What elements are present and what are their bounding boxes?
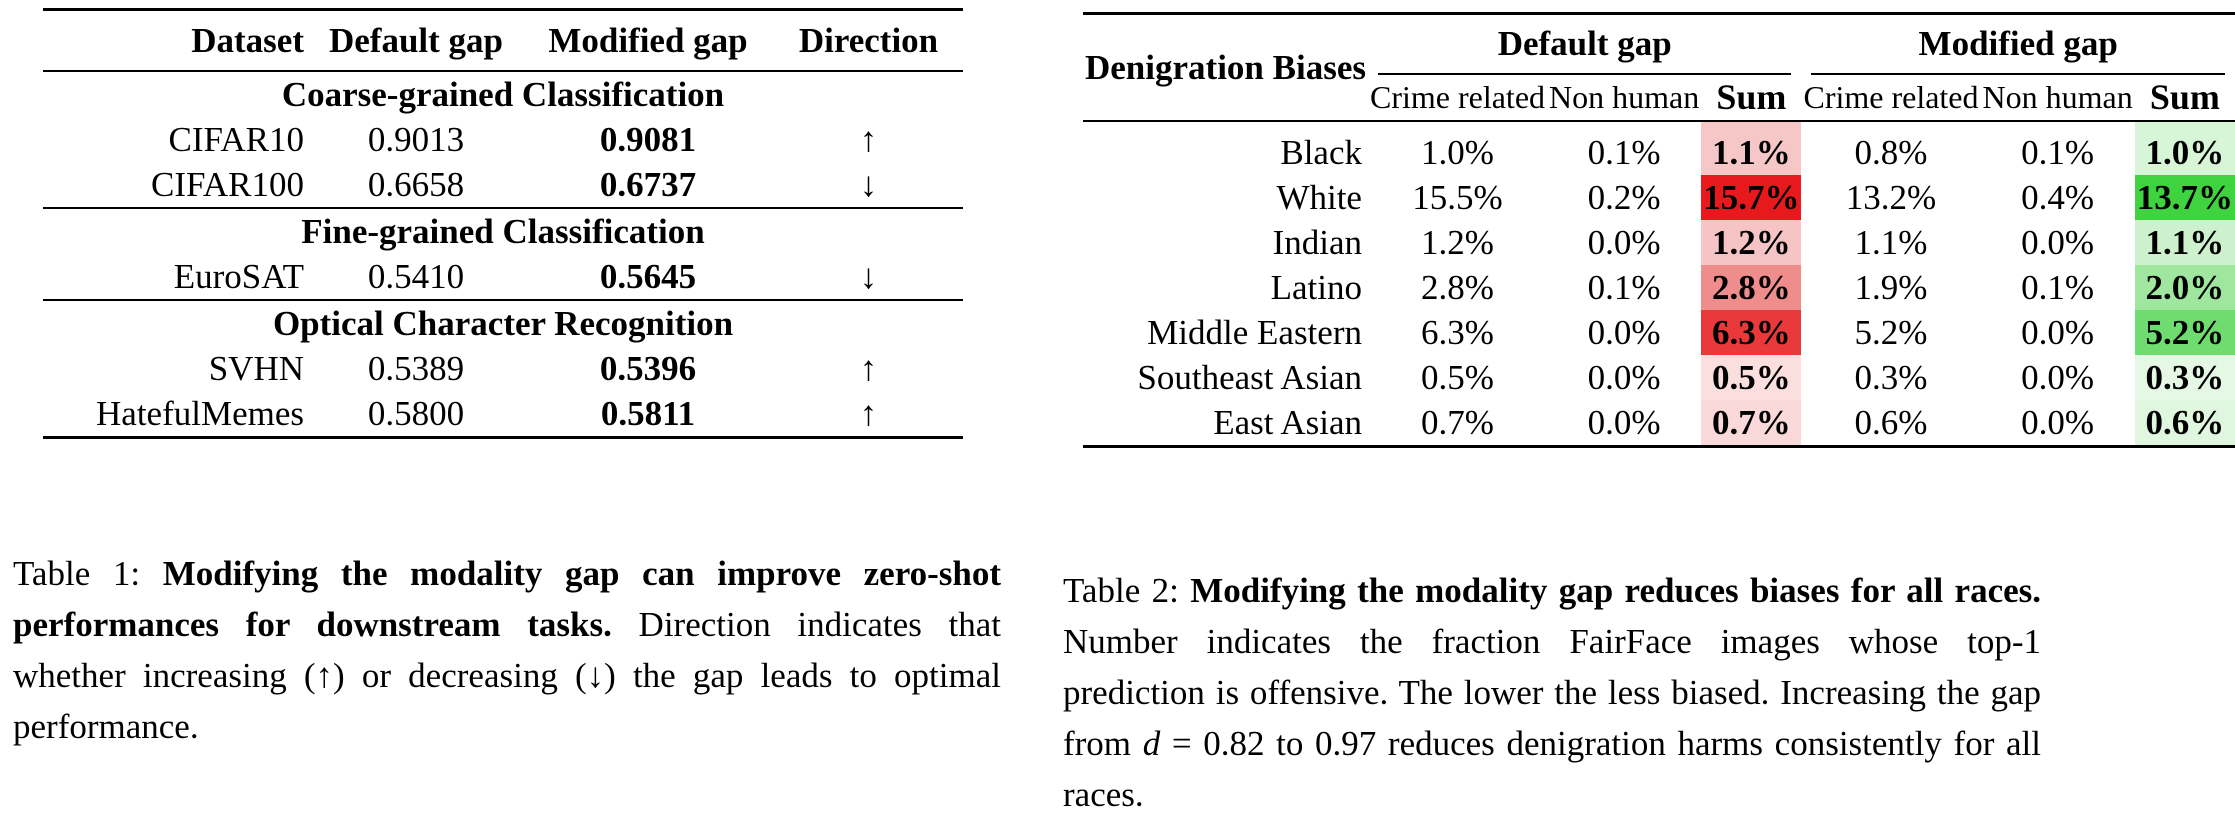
- cell-modified-sum: 13.7%: [2135, 175, 2235, 220]
- cell-default-crime: 1.0%: [1421, 133, 1494, 172]
- cell-default-gap: 0.6658: [367, 165, 465, 204]
- table-row: [1083, 355, 2235, 400]
- cell-modified-crime: 1.1%: [1854, 223, 1928, 262]
- table-row: [43, 391, 963, 438]
- cell-modified-non-human: 0.4%: [2021, 178, 2095, 217]
- cell-modified-sum: 5.2%: [2135, 310, 2235, 355]
- cell-dataset: SVHN: [208, 349, 304, 388]
- cell-direction: ↓: [859, 257, 878, 296]
- cell-race: White: [1276, 178, 1362, 217]
- table-row: [43, 162, 963, 208]
- cell-modified-non-human: 0.1%: [2021, 133, 2095, 172]
- caption-text: Direction indicates that whether increasing (↑) or decreasing (↓) the gap leads to optimal performance.: [13, 605, 1001, 746]
- cell-default-crime: 1.2%: [1421, 223, 1494, 262]
- table-row: [1083, 265, 2235, 310]
- cell-default-sum: 6.3%: [1701, 310, 1801, 355]
- cell-default-sum: 1.1%: [1701, 121, 1801, 175]
- cell-default-crime: 0.7%: [1421, 403, 1494, 442]
- subheader-sum: Sum: [2149, 77, 2220, 117]
- cell-race: Southeast Asian: [1137, 358, 1362, 397]
- cell-default-sum: 0.5%: [1701, 355, 1801, 400]
- caption-text: Number indicates the fraction FairFace images whose top-1 prediction is offensive. The lower the less biased. Increasing the gap from: [1063, 622, 2041, 763]
- cell-default-sum: 2.8%: [1701, 265, 1801, 310]
- col-header-default-gap: Default gap: [328, 21, 504, 60]
- cell-default-gap: 0.9013: [367, 120, 465, 159]
- caption-bold-text: Modifying the modality gap can improve zero-shot performances for downstream tasks.: [13, 554, 1001, 644]
- caption-text-end: = 0.82 to 0.97 reduces denigration harms consistently for all races.: [1063, 724, 2041, 814]
- cell-modified-crime: 13.2%: [1845, 178, 1937, 217]
- caption-bold-text: Modifying the modality gap reduces biases for all races.: [1190, 571, 2042, 610]
- cell-modified-sum: 1.1%: [2135, 220, 2235, 265]
- cell-modified-gap: 0.6737: [599, 165, 697, 204]
- cell-modified-sum: 1.0%: [2135, 121, 2235, 175]
- cell-modified-gap: 0.5396: [599, 349, 697, 388]
- cell-modified-crime: 5.2%: [1854, 313, 1928, 352]
- cell-direction: ↓: [859, 165, 878, 204]
- col-header-modified-gap: Modified gap: [548, 21, 748, 60]
- section-title: Fine-grained Classification: [301, 212, 705, 251]
- cell-modified-sum: 0.3%: [2135, 355, 2235, 400]
- table-2-caption: [1063, 565, 2041, 820]
- table-2-grid: [1083, 12, 2235, 448]
- group-header-label: Default gap: [1378, 15, 1791, 75]
- cell-default-crime: 15.5%: [1412, 178, 1503, 217]
- table-2-body: [1083, 121, 2235, 447]
- cell-dataset: CIFAR10: [168, 120, 304, 159]
- cell-race: Latino: [1270, 268, 1362, 307]
- cell-modified-crime: 0.8%: [1854, 133, 1928, 172]
- cell-default-non-human: 0.0%: [1587, 223, 1661, 262]
- table-row: [1083, 400, 2235, 447]
- cell-dataset: HatefulMemes: [96, 394, 304, 433]
- subheader-non-human: Non human: [1982, 79, 2133, 115]
- group-header-modified-gap: [1801, 14, 2234, 76]
- cell-modified-crime: 0.3%: [1854, 358, 1928, 397]
- table-1-caption: [13, 548, 1001, 752]
- cell-default-non-human: 0.0%: [1587, 358, 1661, 397]
- col-header-dataset: Dataset: [191, 21, 304, 60]
- cell-default-non-human: 0.1%: [1587, 133, 1661, 172]
- cell-dataset: EuroSAT: [173, 257, 304, 296]
- cell-default-sum: 1.2%: [1701, 220, 1801, 265]
- cell-modified-sum: 2.0%: [2135, 265, 2235, 310]
- table-row: [1083, 121, 2235, 175]
- table-row: [1083, 220, 2235, 265]
- table-1-grid: [43, 8, 963, 439]
- cell-modified-non-human: 0.0%: [2021, 358, 2095, 397]
- cell-direction: ↑: [859, 394, 878, 433]
- subheader-crime-related: Crime related: [1369, 79, 1546, 115]
- table-row: [1083, 175, 2235, 220]
- subheader-sum: Sum: [1716, 77, 1787, 117]
- cell-modified-non-human: 0.0%: [2021, 403, 2095, 442]
- group-header-label: Modified gap: [1811, 15, 2224, 75]
- table-1: [43, 8, 963, 439]
- caption-label: Table 2:: [1063, 571, 1191, 610]
- cell-default-crime: 0.5%: [1421, 358, 1494, 397]
- cell-modified-gap: 0.5645: [599, 257, 697, 296]
- cell-modified-sum: 0.6%: [2135, 400, 2235, 447]
- cell-race: East Asian: [1213, 403, 1362, 442]
- cell-modified-non-human: 0.0%: [2021, 313, 2095, 352]
- cell-dataset: CIFAR100: [151, 165, 304, 204]
- subheader-crime-related: Crime related: [1803, 79, 1979, 115]
- cell-default-gap: 0.5800: [367, 394, 465, 433]
- caption-label: Table 1:: [13, 554, 163, 593]
- cell-default-sum: 0.7%: [1701, 400, 1801, 447]
- table-row: [43, 346, 963, 391]
- row-header-denigration-biases: Denigration Biases: [1085, 48, 1366, 87]
- cell-default-gap: 0.5410: [367, 257, 465, 296]
- table-row: [43, 117, 963, 162]
- cell-default-crime: 2.8%: [1421, 268, 1494, 307]
- table-row: [43, 254, 963, 300]
- cell-modified-crime: 0.6%: [1854, 403, 1928, 442]
- subheader-non-human: Non human: [1549, 79, 1700, 115]
- cell-modified-gap: 0.5811: [600, 394, 696, 433]
- cell-modified-crime: 1.9%: [1854, 268, 1928, 307]
- cell-default-non-human: 0.0%: [1587, 313, 1661, 352]
- cell-default-non-human: 0.0%: [1587, 403, 1661, 442]
- col-header-direction: Direction: [798, 21, 939, 60]
- section-title: Coarse-grained Classification: [281, 75, 725, 114]
- cell-direction: ↑: [859, 120, 878, 159]
- section-title: Optical Character Recognition: [272, 304, 734, 343]
- cell-default-non-human: 0.2%: [1587, 178, 1661, 217]
- cell-modified-non-human: 0.0%: [2021, 223, 2095, 262]
- cell-modified-gap: 0.9081: [599, 120, 697, 159]
- cell-default-gap: 0.5389: [367, 349, 465, 388]
- table-2: [1083, 12, 2233, 448]
- cell-default-crime: 6.3%: [1421, 313, 1494, 352]
- cell-default-non-human: 0.1%: [1587, 268, 1661, 307]
- cell-race: Black: [1280, 133, 1362, 172]
- cell-race: Indian: [1272, 223, 1362, 262]
- cell-direction: ↑: [859, 349, 878, 388]
- cell-modified-non-human: 0.1%: [2021, 268, 2095, 307]
- group-header-default-gap: [1368, 14, 1801, 76]
- caption-variable: d: [1142, 724, 1161, 763]
- cell-default-sum: 15.7%: [1701, 175, 1801, 220]
- table-row: [1083, 310, 2235, 355]
- cell-race: Middle Eastern: [1147, 313, 1362, 352]
